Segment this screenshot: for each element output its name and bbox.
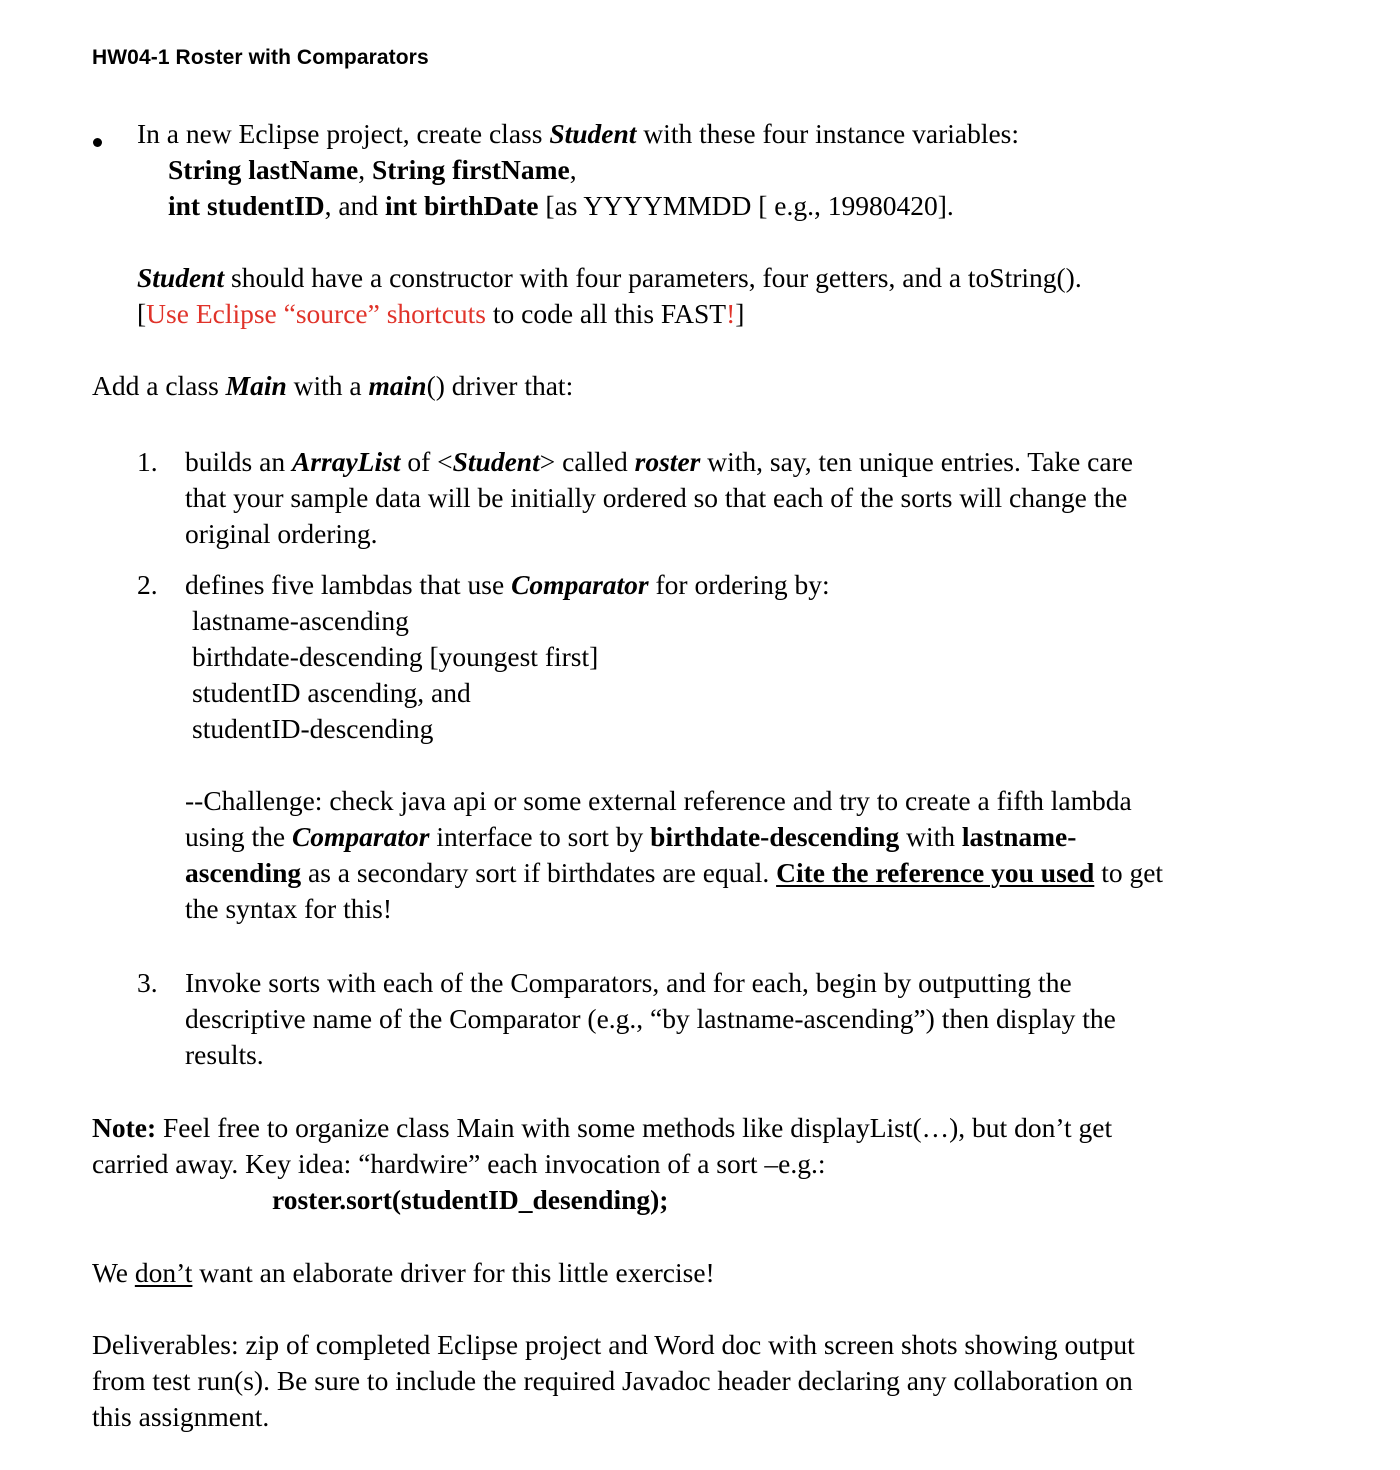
note-line-2: carried away. Key idea: “hardwire” each invocation of a sort –e.g.: <box>92 1148 826 1179</box>
eclipse-shortcut-hint: Use Eclipse “source” shortcuts <box>146 298 486 329</box>
item3-line-2: descriptive name of the Comparator (e.g., “by lastname-ascending”) then display the <box>185 1003 1116 1034</box>
list-number-2: 2. <box>137 569 158 600</box>
list-number-3: 3. <box>137 967 158 998</box>
list-number-1: 1. <box>137 446 158 477</box>
bullet-line-2: String lastName, String firstName, <box>168 154 577 185</box>
item1-line-3: original ordering. <box>185 518 378 549</box>
bullet-icon <box>93 138 102 147</box>
deliverables-line-2: from test run(s). Be sure to include the required Javadoc header declaring any collaboration on <box>92 1365 1133 1396</box>
item1-line-1: builds an ArrayList of <Student> called roster with, say, ten unique entries. Take care <box>185 446 1133 477</box>
deliverables-line-3: this assignment. <box>92 1401 270 1432</box>
class-student: Student <box>549 118 637 149</box>
note-code: roster.sort(studentID_desending); <box>272 1184 669 1215</box>
item1-line-2: that your sample data will be initially ordered so that each of the sorts will change the <box>185 482 1128 513</box>
bullet-line-3: int studentID, and int birthDate [as YYYYMMDD [ e.g., 19980420]. <box>168 190 954 221</box>
bullet-line-1: In a new Eclipse project, create class Student with these four instance variables: <box>137 118 1020 149</box>
deliverables-line-1: Deliverables: zip of completed Eclipse project and Word doc with screen shots showing output <box>92 1329 1135 1360</box>
challenge-line-3: ascending as a secondary sort if birthdates are equal. Cite the reference you used to get <box>185 857 1164 888</box>
order-item: lastname-ascending <box>192 605 409 636</box>
document-title: HW04-1 Roster with Comparators <box>92 46 429 69</box>
order-item: studentID-descending <box>192 713 434 744</box>
item3-line-3: results. <box>185 1039 264 1070</box>
challenge-line-4: the syntax for this! <box>185 893 392 924</box>
student-para-line-2: [Use Eclipse “source” shortcuts to code all this FAST!] <box>137 298 745 329</box>
order-item: birthdate-descending [youngest first] <box>192 641 599 672</box>
we-dont-line: We don’t want an elaborate driver for this little exercise! <box>92 1257 715 1288</box>
challenge-line-2: using the Comparator interface to sort by birthdate-descending with lastname- <box>185 821 1077 852</box>
note-label: Note: <box>92 1112 157 1143</box>
cite-reference-note: Cite the reference you used <box>776 857 1095 888</box>
item2-line-1: defines five lambdas that use Comparator for ordering by: <box>185 569 830 600</box>
challenge-line-1: --Challenge: check java api or some external reference and try to create a fifth lambda <box>185 785 1132 816</box>
student-para-line-1: Student should have a constructor with four parameters, four getters, and a toString(). <box>137 262 1082 293</box>
order-item: studentID ascending, and <box>192 677 471 708</box>
item3-line-1: Invoke sorts with each of the Comparators, and for each, begin by outputting the <box>185 967 1072 998</box>
note-line-1: Note: Feel free to organize class Main with some methods like displayList(…), but don’t get <box>92 1112 1113 1143</box>
main-class-para: Add a class Main with a main() driver that: <box>92 370 574 401</box>
